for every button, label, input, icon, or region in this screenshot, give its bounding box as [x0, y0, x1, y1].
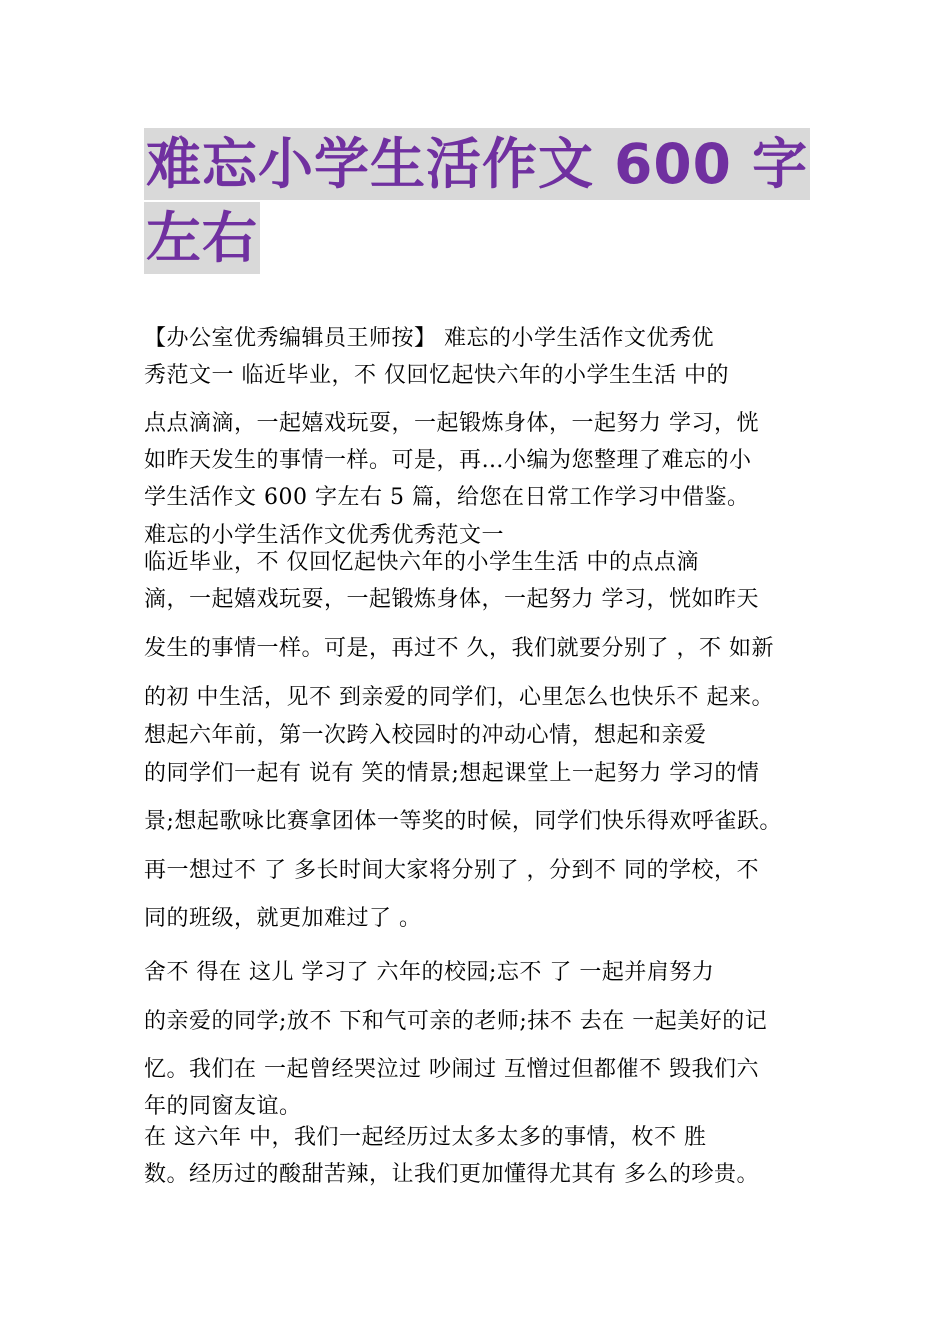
body-line: 在 这六年 中，我们一起经历过太多太多的事情，枚不 胜 [144, 1125, 707, 1150]
body-line: 临近毕业，不 仅回忆起快六年的小学生生活 中的点点滴 [144, 550, 699, 575]
body-line: 【办公室优秀编辑员王师按】 难忘的小学生活作文优秀优 [144, 326, 714, 351]
body-line: 忆。我们在 一起曾经哭泣过 吵闹过 互憎过但都催不 毁我们六 [144, 1057, 759, 1082]
body-line: 舍不 得在 这儿 学习了 六年的校园;忘不 了 一起并肩努力 [144, 960, 715, 985]
body-line: 点点滴滴，一起嬉戏玩耍，一起锻炼身体，一起努力 学习，恍 [144, 411, 759, 436]
body-line: 学生活作文 600 字左右 5 篇，给您在日常工作学习中借鉴。 [144, 485, 750, 510]
body-line: 数。经历过的酸甜苦辣，让我们更加懂得尤其有 多么的珍贵。 [144, 1162, 759, 1187]
body-line: 发生的事情一样。可是，再过不 久，我们就要分别了 ，不 如新 [144, 636, 774, 661]
document-title [144, 128, 824, 274]
body-line: 再一想过不 了 多长时间大家将分别了 ，分到不 同的学校，不 [144, 858, 759, 883]
body-line: 年的同窗友谊。 [144, 1094, 302, 1119]
body-line: 滴，一起嬉戏玩耍，一起锻炼身体，一起努力 学习，恍如昨天 [144, 587, 759, 612]
body-line: 的同学们一起有 说有 笑的情景;想起课堂上一起努力 学习的情 [144, 761, 760, 786]
body-line: 景;想起歌咏比赛拿团体一等奖的时候，同学们快乐得欢呼雀跃。 [144, 809, 782, 834]
body-line: 的初 中生活，见不 到亲爱的同学们，心里怎么也快乐不 起来。 [144, 685, 774, 710]
section-heading: 难忘的小学生活作文优秀优秀范文一 [144, 523, 505, 548]
body-line: 如昨天发生的事情一样。可是，再…小编为您整理了难忘的小 [144, 448, 752, 473]
body-line: 想起六年前，第一次跨入校园时的冲动心情，想起和亲爱 [144, 723, 707, 748]
title-line-1: 难忘小学生活作文 600 字 [144, 128, 810, 200]
body-line: 的亲爱的同学;放不 下和气可亲的老师;抹不 去在 一起美好的记 [144, 1009, 768, 1034]
body-line: 秀范文一 临近毕业，不 仅回忆起快六年的小学生生活 中的 [144, 363, 729, 388]
body-line: 同的班级，就更加难过了 。 [144, 906, 422, 931]
title-line-2: 左右 [144, 202, 260, 274]
